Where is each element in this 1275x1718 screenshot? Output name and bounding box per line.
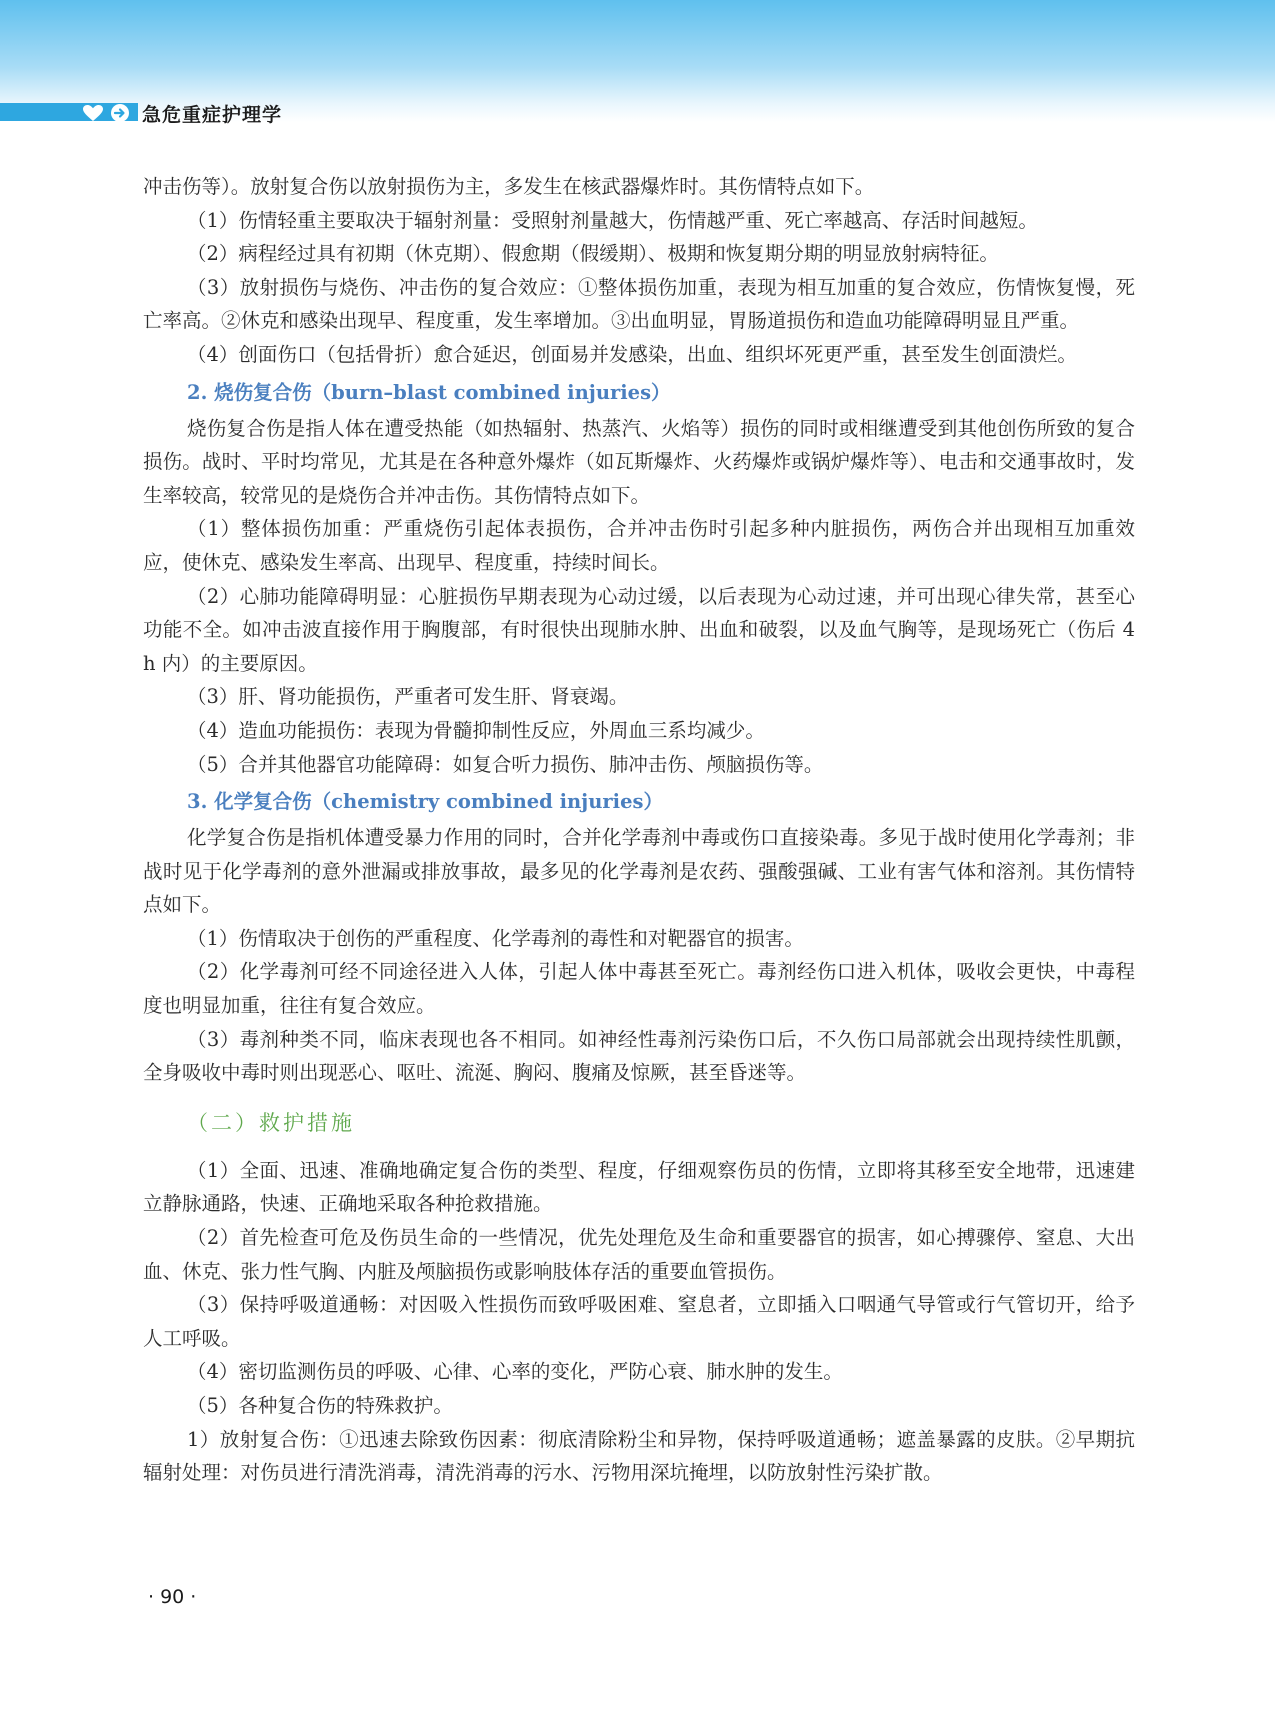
paragraph: 烧伤复合伤是指人体在遭受热能（如热辐射、热蒸汽、火焰等）损伤的同时或相继遭受到其他创伤所致的复合损伤。战时、平时均常见，尤其是在各种意外爆炸（如瓦斯爆炸、火药爆炸或锅炉爆炸等）、电击和交通事故时，发生率较高，较常见的是烧伤合并冲击伤。其伤情特点如下。 bbox=[143, 416, 1135, 507]
paragraph: 冲击伤等）。放射复合伤以放射损伤为主，多发生在核武器爆炸时。其伤情特点如下。 bbox=[143, 175, 875, 198]
section-heading-chemical: 3. 化学复合伤（chemistry combined injuries） bbox=[187, 790, 663, 814]
list-item: （3）肝、肾功能损伤，严重者可发生肝、肾衰竭。 bbox=[187, 685, 629, 709]
list-item: （1）伤情轻重主要取决于辐射剂量：受照射剂量越大，伤情越严重、死亡率越高、存活时间越短。 bbox=[187, 208, 1038, 232]
list-item: （3）放射损伤与烧伤、冲击伤的复合效应：①整体损伤加重，表现为相互加重的复合效应，伤情恢复慢，死亡率高。②休克和感染出现早、程度重，发生率增加。③出血明显，胃肠道损伤和造血功能障碍明显且严重。 bbox=[143, 275, 1135, 333]
list-item: （1）整体损伤加重：严重烧伤引起体表损伤，合并冲击伤时引起多种内脏损伤，两伤合并出现相互加重效应，使休克、感染发生率高、出现早、程度重，持续时间长。 bbox=[143, 517, 1135, 574]
page-number: · 90 · bbox=[148, 1586, 197, 1608]
list-item: （2）首先检查可危及伤员生命的一些情况，优先处理危及生命和重要器官的损害，如心搏骤停、窒息、大出血、休克、张力性气胸、内脏及颅脑损伤或影响肢体存活的重要血管损伤。 bbox=[143, 1226, 1135, 1283]
section-heading-rescue: （二）救护措施 bbox=[187, 1110, 355, 1135]
list-item: （3）保持呼吸道通畅：对因吸入性损伤而致呼吸困难、窒息者，立即插入口咽通气导管或行气管切开，给予人工呼吸。 bbox=[143, 1293, 1135, 1350]
list-item: （2）病程经过具有初期（休克期）、假愈期（假缓期）、极期和恢复期分期的明显放射病特征。 bbox=[187, 242, 999, 266]
list-item: （2）化学毒剂可经不同途径进入人体，引起人体中毒甚至死亡。毒剂经伤口进入机体，吸收会更快，中毒程度也明显加重，往往有复合效应。 bbox=[143, 960, 1135, 1018]
section-heading-burn: 2. 烧伤复合伤（burn–blast combined injuries） bbox=[187, 380, 671, 404]
list-item: （4）造血功能损伤：表现为骨髓抑制性反应，外周血三系均减少。 bbox=[187, 718, 765, 742]
list-item: （3）毒剂种类不同，临床表现也各不相同。如神经性毒剂污染伤口后，不久伤口局部就会出现持续性肌颤，全身吸收中毒时则出现恶心、呕吐、流涎、胸闷、腹痛及惊厥，甚至昏迷等。 bbox=[143, 1027, 1135, 1085]
book-title: 急危重症护理学 bbox=[142, 104, 283, 126]
arrow-right-circle-icon bbox=[110, 103, 130, 123]
heart-icon bbox=[82, 104, 104, 122]
list-item: （4）创面伤口（包括骨折）愈合延迟，创面易并发感染，出血、组织坏死更严重，甚至发生创面溃烂。 bbox=[187, 342, 1077, 366]
list-item: （4）密切监测伤员的呼吸、心律、心率的变化，严防心衰、肺水肿的发生。 bbox=[187, 1360, 843, 1384]
page-body bbox=[143, 170, 1135, 1490]
list-item: （5）各种复合伤的特殊救护。 bbox=[187, 1394, 453, 1417]
paragraph: 化学复合伤是指机体遭受暴力作用的同时，合并化学毒剂中毒或伤口直接染毒。多见于战时使用化学毒剂；非战时见于化学毒剂的意外泄漏或排放事故，最多见的化学毒剂是农药、强酸强碱、工业有害气体和溶剂。其伤情特点如下。 bbox=[143, 826, 1135, 917]
list-item: （5）合并其他器官功能障碍：如复合听力损伤、肺冲击伤、颅脑损伤等。 bbox=[187, 752, 824, 776]
list-item: （2）心肺功能障碍明显：心脏损伤早期表现为心动过缓，以后表现为心动过速，并可出现心律失常，甚至心功能不全。如冲击波直接作用于胸腹部，有时很快出现肺水肿、出血和破裂，以及血气胸等，是现场死亡（伤后 4 h 内）的主要原因。 bbox=[143, 584, 1135, 675]
list-item: （1）伤情取决于创伤的严重程度、化学毒剂的毒性和对靶器官的损害。 bbox=[187, 926, 804, 950]
list-item: 1）放射复合伤：①迅速去除致伤因素：彻底清除粉尘和异物，保持呼吸道通畅；遮盖暴露的皮肤。②早期抗辐射处理：对伤员进行清洗消毒，清洗消毒的污水、污物用深坑掩埋，以防放射性污染扩散。 bbox=[143, 1427, 1135, 1485]
list-item: （1）全面、迅速、准确地确定复合伤的类型、程度，仔细观察伤员的伤情，立即将其移至安全地带，迅速建立静脉通路，快速、正确地采取各种抢救措施。 bbox=[143, 1158, 1135, 1216]
